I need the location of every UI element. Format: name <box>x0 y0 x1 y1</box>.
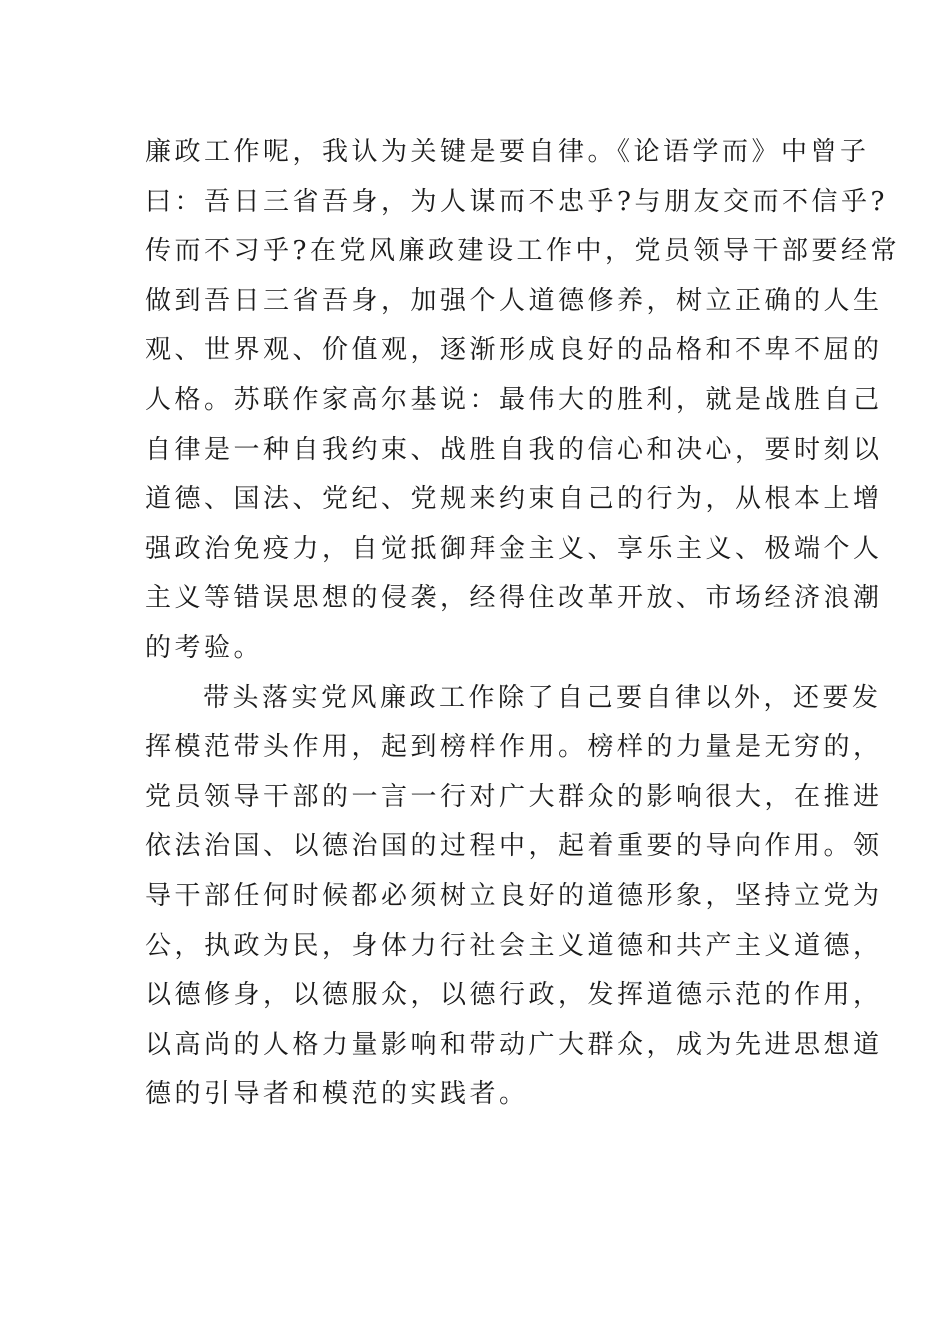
document-body <box>145 128 900 1120</box>
text-line: 传而不习乎?在党风廉政建设工作中，党员领导干部要经常 <box>145 236 900 267</box>
text-line: 挥模范带头作用，起到榜样作用。榜样的力量是无穷的， <box>145 732 883 763</box>
text-line: 曰：吾日三省吾身，为人谋而不忠乎?与朋友交而不信乎? <box>145 186 888 217</box>
text-line: 以高尚的人格力量影响和带动广大群众，成为先进思想道 <box>145 1029 883 1060</box>
text-line: 的考验。 <box>145 632 264 663</box>
text-line: 强政治免疫力，自觉抵御拜金主义、享乐主义、极端个人 <box>145 533 883 564</box>
text-line-indented: 带头落实党风廉政工作除了自己要自律以外，还要发 <box>203 682 882 713</box>
text-line: 做到吾日三省吾身，加强个人道德修养，树立正确的人生 <box>145 285 883 316</box>
text-line: 公，执政为民，身体力行社会主义道德和共产主义道德， <box>145 930 883 961</box>
paragraph-2 <box>145 674 883 1120</box>
text-line: 观、世界观、价值观，逐渐形成良好的品格和不卑不屈的 <box>145 335 883 366</box>
text-line: 主义等错误思想的侵袭，经得住改革开放、市场经济浪潮 <box>145 583 883 614</box>
text-line: 依法治国、以德治国的过程中，起着重要的导向作用。领 <box>145 831 883 862</box>
text-line: 以德修身，以德服众，以德行政，发挥道德示范的作用， <box>145 980 883 1011</box>
text-line: 自律是一种自我约束、战胜自我的信心和决心，要时刻以 <box>145 434 883 465</box>
text-line: 廉政工作呢，我认为关键是要自律。《论语学而》中曾子 <box>145 137 870 167</box>
text-line: 党员领导干部的一言一行对广大群众的影响很大，在推进 <box>145 781 883 812</box>
text-line: 德的引导者和模范的实践者。 <box>145 1079 529 1110</box>
text-line: 道德、国法、党纪、党规来约束自己的行为，从根本上增 <box>145 484 883 515</box>
text-line: 人格。苏联作家高尔基说：最伟大的胜利，就是战胜自己 <box>145 384 883 415</box>
text-line: 导干部任何时候都必须树立良好的道德形象，坚持立党为 <box>145 880 883 911</box>
paragraph-1 <box>145 128 900 674</box>
